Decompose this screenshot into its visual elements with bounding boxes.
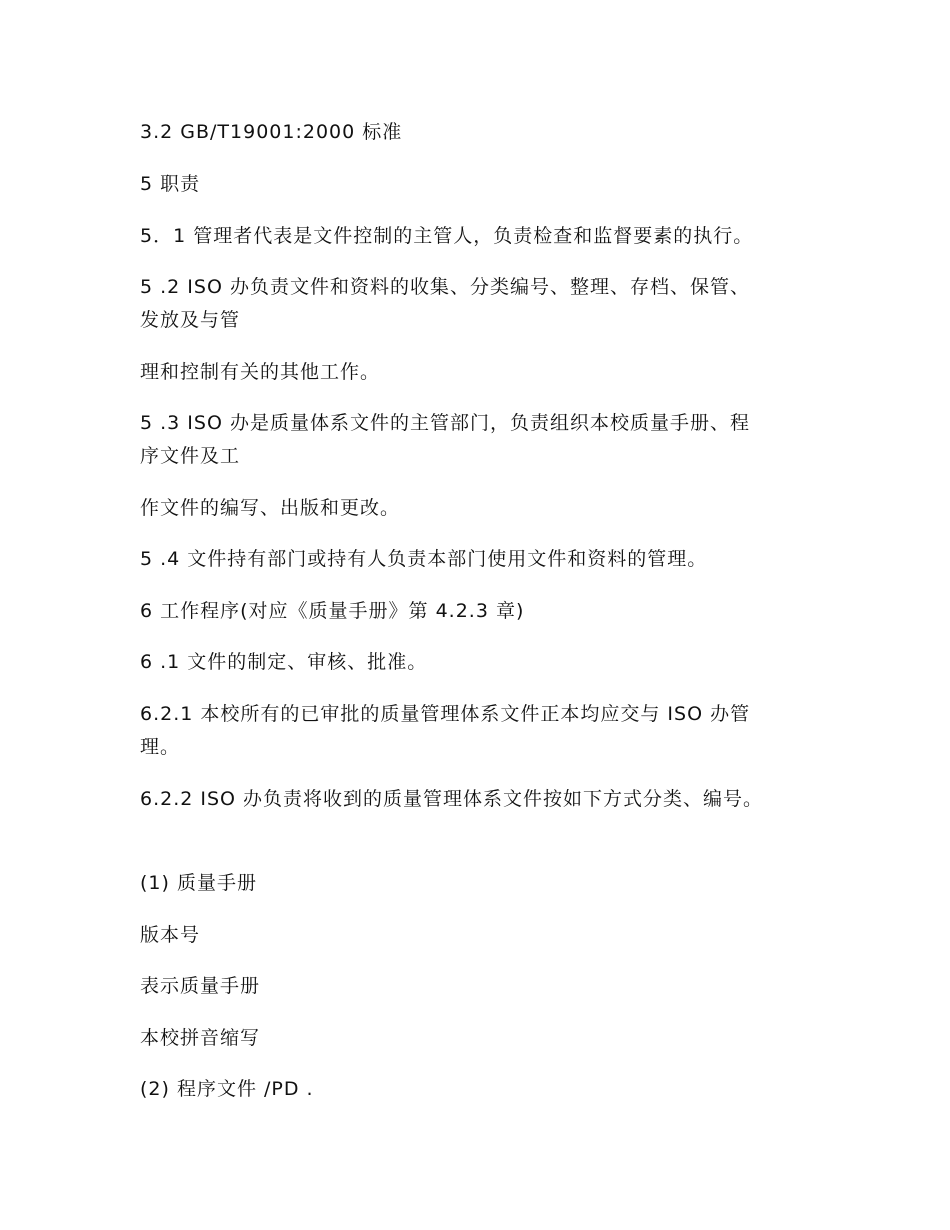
section-heading-responsibilities: 5 职责 xyxy=(140,173,201,195)
paragraph-6-2-1-line-2: 理。 xyxy=(140,736,181,758)
paragraph-5-3-line-2: 序文件及工 xyxy=(140,445,241,467)
label-version-number: 版本号 xyxy=(140,924,201,946)
paragraph-5-3-line-1: 5 .3 ISO 办是质量体系文件的主管部门，负责组织本校质量手册、程 xyxy=(140,412,750,434)
paragraph-5-2-line-3: 理和控制有关的其他工作。 xyxy=(140,361,381,383)
paragraph-5-3-line-3: 作文件的编写、出版和更改。 xyxy=(140,497,401,519)
paragraph-5-1: 5．1 管理者代表是文件控制的主管人，负责检查和监督要素的执行。 xyxy=(140,225,754,247)
paragraph-5-2-line-2: 发放及与管 xyxy=(140,309,241,331)
paragraph-5-4: 5 .4 文件持有部门或持有人负责本部门使用文件和资料的管理。 xyxy=(140,548,708,570)
list-item-quality-manual: (1) 质量手册 xyxy=(140,872,257,894)
paragraph-6-2-2: 6.2.2 ISO 办负责将收到的质量管理体系文件按如下方式分类、编号。 xyxy=(140,788,764,810)
label-school-abbreviation: 本校拼音缩写 xyxy=(140,1027,261,1049)
section-heading-procedure: 6 工作程序(对应《质量手册》第 4.2.3 章) xyxy=(140,600,525,622)
list-item-procedure-documents: (2) 程序文件 /PD . xyxy=(140,1078,314,1100)
paragraph-6-2-1-line-1: 6.2.1 本校所有的已审批的质量管理体系文件正本均应交与 ISO 办管 xyxy=(140,703,751,725)
reference-standard-line: 3.2 GB/T19001:2000 标准 xyxy=(140,121,403,143)
paragraph-5-2-line-1: 5 .2 ISO 办负责文件和资料的收集、分类编号、整理、存档、保管、 xyxy=(140,276,750,298)
paragraph-6-1: 6 .1 文件的制定、审核、批准。 xyxy=(140,651,428,673)
label-quality-manual: 表示质量手册 xyxy=(140,975,261,997)
